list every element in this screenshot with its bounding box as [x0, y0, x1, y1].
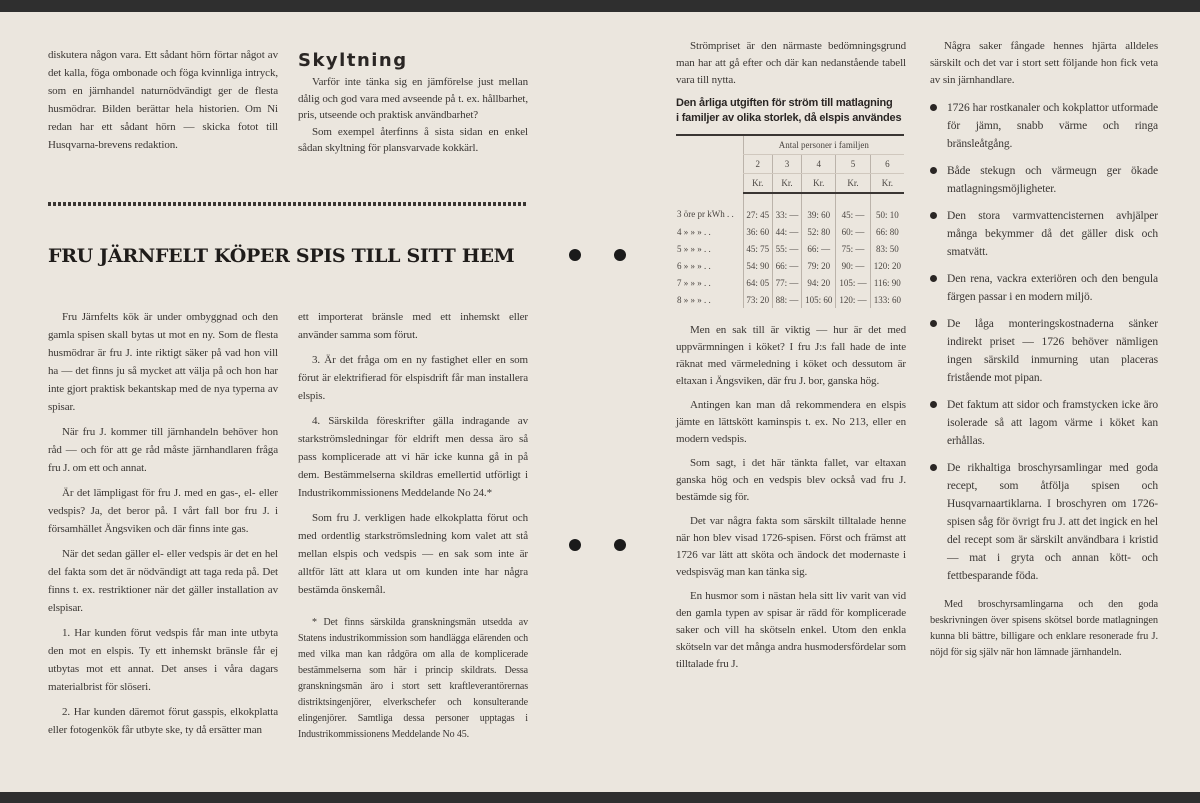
- intro-column: [48, 46, 278, 161]
- table-cell: 66: —: [772, 257, 801, 274]
- bullet-icon: [930, 320, 937, 327]
- table-cell: 94: 20: [802, 274, 836, 291]
- list-item: [930, 459, 1158, 585]
- unit-header: Kr.: [743, 174, 772, 194]
- table-cell: 45: 75: [743, 240, 772, 257]
- paragraph: Några saker fångade hennes hjärta alldeles särskilt och det var i stort sett följande hon fick veta av sin järnhandlare.: [930, 40, 1158, 86]
- column-4: [930, 38, 1158, 668]
- paragraph: Det var några fakta som särskilt tilltalade henne när hon blev visad 1726-spisen. Först och främst att 1726 var lätt att sköta och ändock det modernaste i vedspisväg man kan tänka sig.: [676, 515, 906, 578]
- unit-header: Kr.: [870, 174, 904, 194]
- section-heading-skyltning: Skyltning: [298, 50, 408, 71]
- row-label: 8 » » » . .: [677, 294, 711, 305]
- table-cell: 90: —: [836, 257, 870, 274]
- list-item-text: De rikhaltiga broschyrsamlingar med goda recept, som åtfölja spisen och Husqvarnaartiklarna. I broschyren om 1726-spisen såg för övrigt fru J. att det ingick en hel del recept som är särskilt användbara i kristid — mat i gryta och annan kött- och fettbesparande föda.: [947, 462, 1158, 582]
- binder-hole: [614, 249, 626, 261]
- paragraph: Varför inte tänka sig en jämförelse just mellan dålig och god vara med avseende på t. ex. hållbarhet, pris, utseende och praktisk användbarhet?: [298, 76, 528, 121]
- document-page: [0, 12, 1200, 792]
- column-header: 3: [772, 155, 801, 174]
- article-column-1: [48, 308, 278, 746]
- table-title: [676, 96, 906, 126]
- feature-list: [930, 99, 1158, 585]
- list-item-text: De låga monteringskostnaderna sänker indirekt priset — 1726 behöver nämligen ingen särskild inmurning utan placeras fristående mot pipan.: [947, 318, 1158, 384]
- table-cell: 60: —: [836, 223, 870, 240]
- unit-header: Kr.: [836, 174, 870, 194]
- paragraph: När fru J. kommer till järnhandeln behöver hon råd — och för att ge råd måste järnhandlaren fråga fru J. om ett och annat.: [48, 426, 278, 474]
- table-cell: 44: —: [772, 223, 801, 240]
- table-cell: 33: —: [772, 193, 801, 223]
- paragraph: En husmor som i nästan hela sitt liv varit van vid den gamla typen av spisar är rädd för komplicerade saker och vill ha skötseln enkel. Utom den enkla skötseln var det många andra husmodersfördelar som tilltalade fru J.: [676, 590, 906, 670]
- blank-cell: [676, 174, 743, 194]
- table-cell: 77: —: [772, 274, 801, 291]
- paragraph: ett importerat bränsle med ett inhemskt eller använder samma som förut.: [298, 311, 528, 341]
- list-item: [930, 315, 1158, 387]
- list-item-text: 1726 har rostkanaler och kokplattor utformade för jämn, snabb värme och ringa bränsleåtgång.: [947, 102, 1158, 150]
- column-header: 6: [870, 155, 904, 174]
- table-cell: 120: 20: [870, 257, 904, 274]
- table-cell: 39: 60: [802, 193, 836, 223]
- paragraph: Men en sak till är viktig — hur är det med uppvärmningen i köket? I fru J:s fall hade de inte räknat med värmeledning i köket och dessutom är eltaxan i Ängsviken, där fru J. bor, ganska hög.: [676, 324, 906, 387]
- list-item: [930, 270, 1158, 306]
- bullet-icon: [930, 104, 937, 111]
- list-item-text: Den stora varmvattencisternen avhjälper många bekymmer då det gäller disk och smatvätt.: [947, 210, 1158, 258]
- table-cell: 73: 20: [743, 291, 772, 308]
- table-cell: 75: —: [836, 240, 870, 257]
- table-row: [676, 274, 904, 291]
- bullet-icon: [930, 167, 937, 174]
- table-cell: 105: 60: [802, 291, 836, 308]
- table-title-line: Den årliga utgiften för ström till matlagning: [676, 97, 893, 109]
- decorative-divider: [48, 202, 528, 206]
- article-headline: FRU JÄRNFELT KÖPER SPIS TILL SITT HEM: [48, 245, 515, 267]
- table-cell: 79: 20: [802, 257, 836, 274]
- paragraph: Antingen kan man då rekommendera en elspis jämte en lättskött kaminspis t. ex. No 213, eller en modern vedspis.: [676, 399, 906, 445]
- paragraph: Är det lämpligast för fru J. med en gas-, el- eller vedspis? Ja, det beror på. I vårt fall bor fru J. i församhället Ängsviken och där finns inte gas.: [48, 487, 278, 535]
- column-header: 5: [836, 155, 870, 174]
- blank-cell: [676, 135, 743, 155]
- bullet-icon: [930, 212, 937, 219]
- column-3: [676, 38, 906, 680]
- table-cell: 36: 60: [743, 223, 772, 240]
- table-row: [676, 193, 904, 223]
- group-header: Antal personer i familjen: [743, 135, 904, 155]
- table-cell: 50: 10: [870, 193, 904, 223]
- table-cell: 133: 60: [870, 291, 904, 308]
- table-cell: 64: 05: [743, 274, 772, 291]
- paragraph: 2. Har kunden däremot förut gasspis, elkokplatta eller fotogenkök får utbyte ske, ty då ersätter man: [48, 706, 278, 736]
- table-cell: 54: 90: [743, 257, 772, 274]
- binder-hole: [569, 539, 581, 551]
- list-item: [930, 99, 1158, 153]
- binder-hole: [614, 539, 626, 551]
- electricity-cost-table: [676, 134, 904, 308]
- table-cell: 55: —: [772, 240, 801, 257]
- footnote-text: * Det finns särskilda granskningsmän utsedda av Statens industrikommission som handlägga elärenden och med vilka man kan rådgöra om alla de komplicerade bestämmelserna som här i princip skildrats. Dessa granskningsmän äro i stort sett kraftleverantörernas distriktsingenjörer, elverkschefer och konsulterande elingenjörer. Samtliga dessa personer upptagas i Industrikommissionens Meddelande No 45.: [298, 617, 528, 740]
- bullet-icon: [930, 401, 937, 408]
- paragraph: 1. Har kunden förut vedspis får man inte utbyta den mot en elspis. Ty ett inhemskt bränsle får ej utbytas mot ett annat. Det anses i våra dagars materialbrist för slöseri.: [48, 627, 278, 693]
- row-label: 6 » » » . .: [677, 260, 711, 271]
- list-item-text: Både stekugn och värmeugn ger ökade matlagningsmöjligheter.: [947, 165, 1158, 195]
- paragraph: Fru Järnfelts kök är under ombyggnad och den gamla spisen skall bytas ut mot en ny. Som de flesta husmödrar är fru J. inte riktigt säker på vad hon vill ha — det finns ju så mycket att välja på och hon har inte gjort praktisk bekantskap med de nya typerna av spisar.: [48, 311, 278, 413]
- column-4-outro: [930, 597, 1158, 661]
- table-cell: 27: 45: [743, 193, 772, 223]
- row-label: 5 » » » . .: [677, 243, 711, 254]
- table-row: [676, 240, 904, 257]
- article-column-2: [298, 308, 528, 743]
- paragraph: Strömpriset är den närmaste bedömningsgrund man har att gå efter och där kan nedanstående tabell vara till nytta.: [676, 40, 906, 86]
- binder-hole: [569, 249, 581, 261]
- table-cell: 83: 50: [870, 240, 904, 257]
- footnote: [298, 615, 528, 743]
- row-label: 3 öre pr kWh . .: [677, 209, 734, 219]
- table-row: [676, 257, 904, 274]
- table-title-line: i familjer av olika storlek, då elspis användes: [676, 112, 902, 124]
- bullet-icon: [930, 275, 937, 282]
- paragraph: Som fru J. verkligen hade elkokplatta förut och med ordentlig starkströmsledning kom valet att stå mellan elspis och vedspis — en sak som inte är alltför lätt att klara ut om kunden inte har några bestämda önskemål.: [298, 512, 528, 596]
- unit-header: Kr.: [802, 174, 836, 194]
- list-item: [930, 396, 1158, 450]
- intro-paragraph: diskutera någon vara. Ett sådant hörn förtar något av det kalla, föga ombonade och föga kvinnliga intryck, som en järnhandel naturnödvändigt ger de flesta husmödrar. Bilden berättar hela historien. Om Ni redan har ett sådant hörn — skicka fotot till Husqvarna-brevens redaktion.: [48, 49, 278, 151]
- paragraph: Som sagt, i det här tänkta fallet, var eltaxan ganska hög och en vedspis blev också vad fru J. bestämde sig för.: [676, 457, 906, 503]
- table-cell: 116: 90: [870, 274, 904, 291]
- column-header: 2: [743, 155, 772, 174]
- paragraph: 3. Är det fråga om en ny fastighet eller en som förut är elektrifierad för elspisdrift får man installera elspis.: [298, 354, 528, 402]
- table-cell: 66: 80: [870, 223, 904, 240]
- blank-cell: [676, 155, 743, 174]
- list-item-text: Den rena, vackra exteriören och den bengula färgen passar i en modern miljö.: [947, 273, 1158, 303]
- list-item-text: Det faktum att sidor och framstycken icke äro isolerade så att lagom värme i köket kan erhållas.: [947, 399, 1158, 447]
- unit-header: Kr.: [772, 174, 801, 194]
- table-cell: 45: —: [836, 193, 870, 223]
- paragraph: Med broschyrsamlingarna och den goda beskrivningen över spisens skötsel borde matlagningen kunna bli bättre, billigare och enklare resonerade fru J. nöjd för sig själv när hon lämnade järnhandeln.: [930, 599, 1158, 658]
- list-item: [930, 207, 1158, 261]
- table-row: [676, 291, 904, 308]
- skyltning-section: [298, 50, 528, 157]
- paragraph: 4. Särskilda föreskrifter gälla indragande av starkströmsledningar för eldrift men dessa äro så pass komplicerade att vi här icke kunna gå in på dem. Bestämmelserna skildras emellertid utförligt i Industrikommissionens Meddelande No 24.*: [298, 415, 528, 499]
- list-item: [930, 162, 1158, 198]
- table-cell: 66: —: [802, 240, 836, 257]
- table-row: [676, 223, 904, 240]
- row-label: 7 » » » . .: [677, 277, 711, 288]
- row-label: 4 » » » . .: [677, 226, 711, 237]
- column-header: 4: [802, 155, 836, 174]
- paragraph: När det sedan gäller el- eller vedspis är det en hel del fakta som det är nödvändigt att taga reda på. Det finns t. ex. restriktioner när det gäller installation av elspisar.: [48, 548, 278, 614]
- table-cell: 88: —: [772, 291, 801, 308]
- table-cell: 120: —: [836, 291, 870, 308]
- table-cell: 105: —: [836, 274, 870, 291]
- paragraph: Som exempel återfinns å sista sidan en enkel sådan skyltning för plansvarvade kokkärl.: [298, 125, 528, 154]
- table-cell: 52: 80: [802, 223, 836, 240]
- bullet-icon: [930, 464, 937, 471]
